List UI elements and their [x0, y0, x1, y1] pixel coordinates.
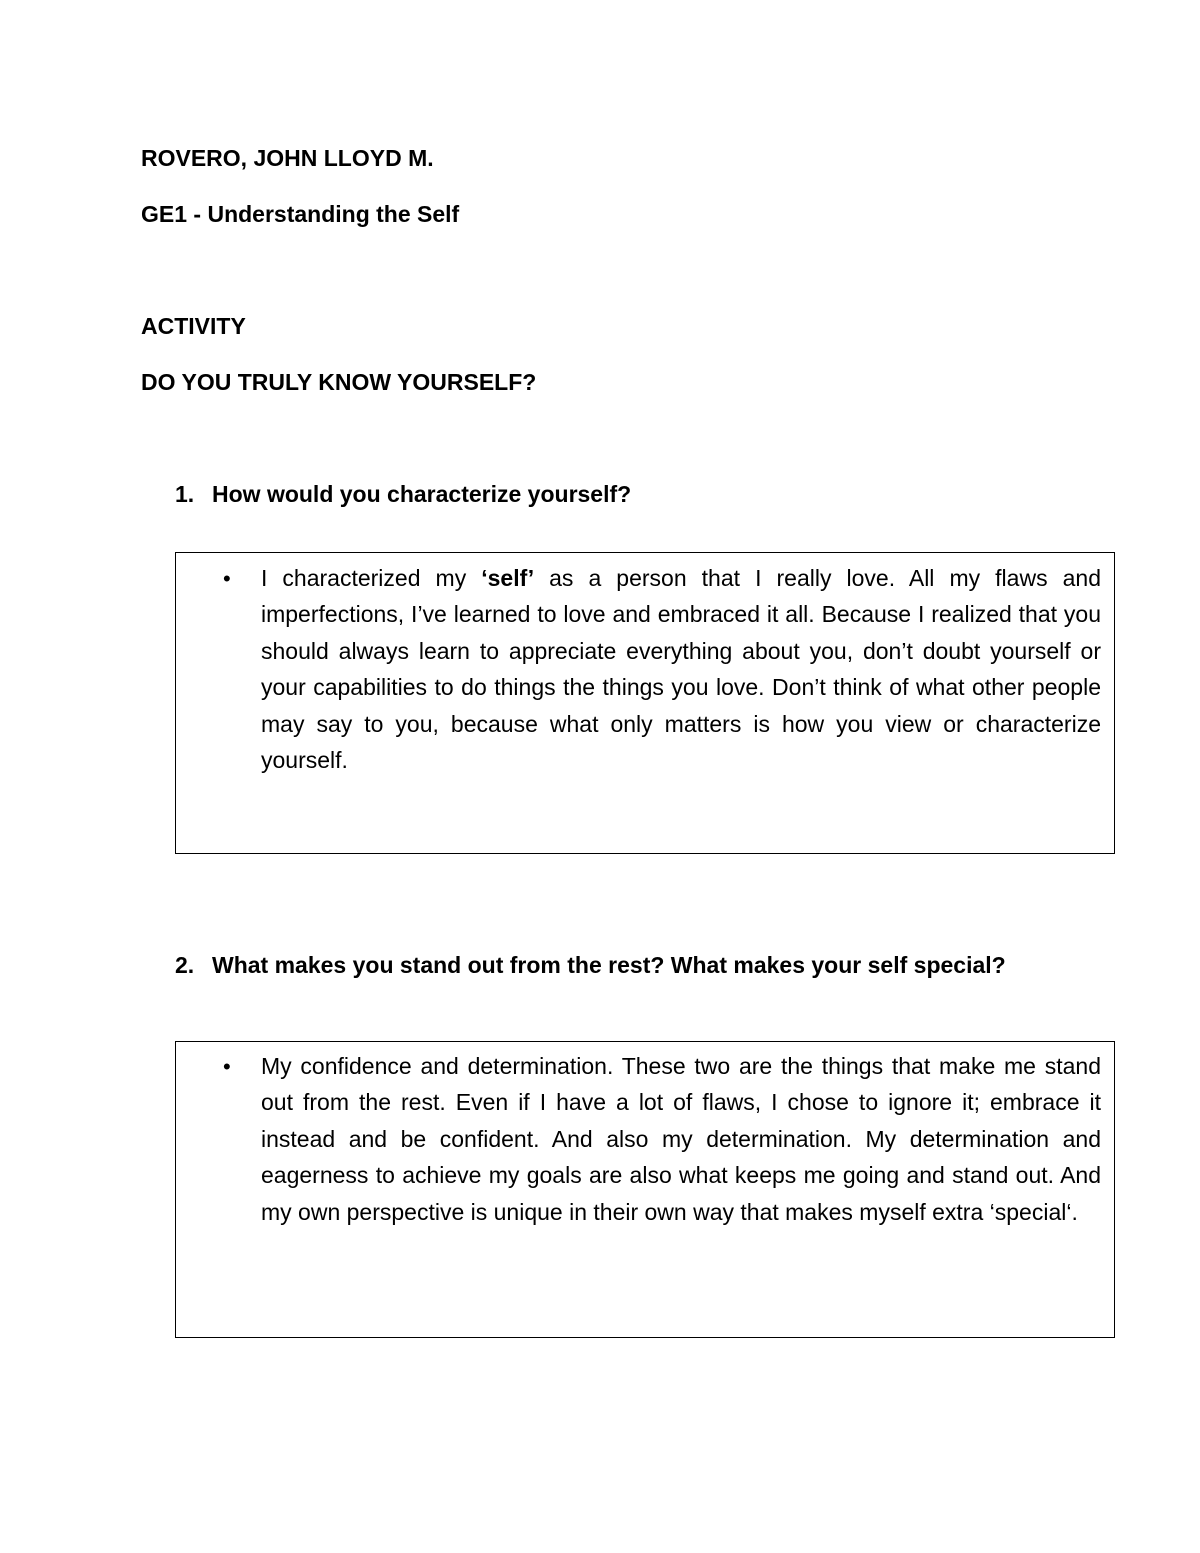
activity-title: DO YOU TRULY KNOW YOURSELF?	[141, 369, 537, 395]
student-name: ROVERO, JOHN LLOYD M.	[141, 145, 434, 171]
question-1	[175, 477, 1075, 512]
answer-box-1	[175, 552, 1115, 854]
question-text: How would you characterize yourself?	[212, 481, 632, 507]
answer-box-2	[175, 1041, 1115, 1338]
bullet-icon: •	[223, 1054, 231, 1079]
bullet-icon: •	[223, 566, 231, 591]
course-title: GE1 - Understanding the Self	[141, 201, 460, 227]
self-emphasis: ‘self’	[481, 565, 535, 591]
answer-text	[261, 560, 1101, 778]
question-2	[175, 948, 1075, 983]
answer-text-rest: as a person that I really love. All my flaws and imperfections, I’ve learned to love and embraced it all. Because I realized that you should always learn to appreciate everything about you, don’t doubt yourself or your capabilities to do things the things you love. Don’t think of what other people may say to you, because what only matters is how you view or characterize yourself.	[261, 565, 1101, 774]
activity-label: ACTIVITY	[141, 313, 246, 339]
answer-text-start: I characterized my	[261, 565, 482, 591]
answer-text: My confidence and determination. These two are the things that make me stand out from the rest. Even if I have a lot of flaws, I chose to ignore it; embrace it instead and be confident. And also my determination. My determination and eagerness to achieve my goals are also what keeps me going and stand out. And my own perspective is unique in their own way that makes myself extra ‘special‘.	[261, 1053, 1101, 1225]
question-number: 1.	[175, 481, 195, 507]
question-text: What makes you stand out from the rest? What makes your self special?	[212, 952, 1006, 978]
question-number: 2.	[175, 952, 195, 978]
